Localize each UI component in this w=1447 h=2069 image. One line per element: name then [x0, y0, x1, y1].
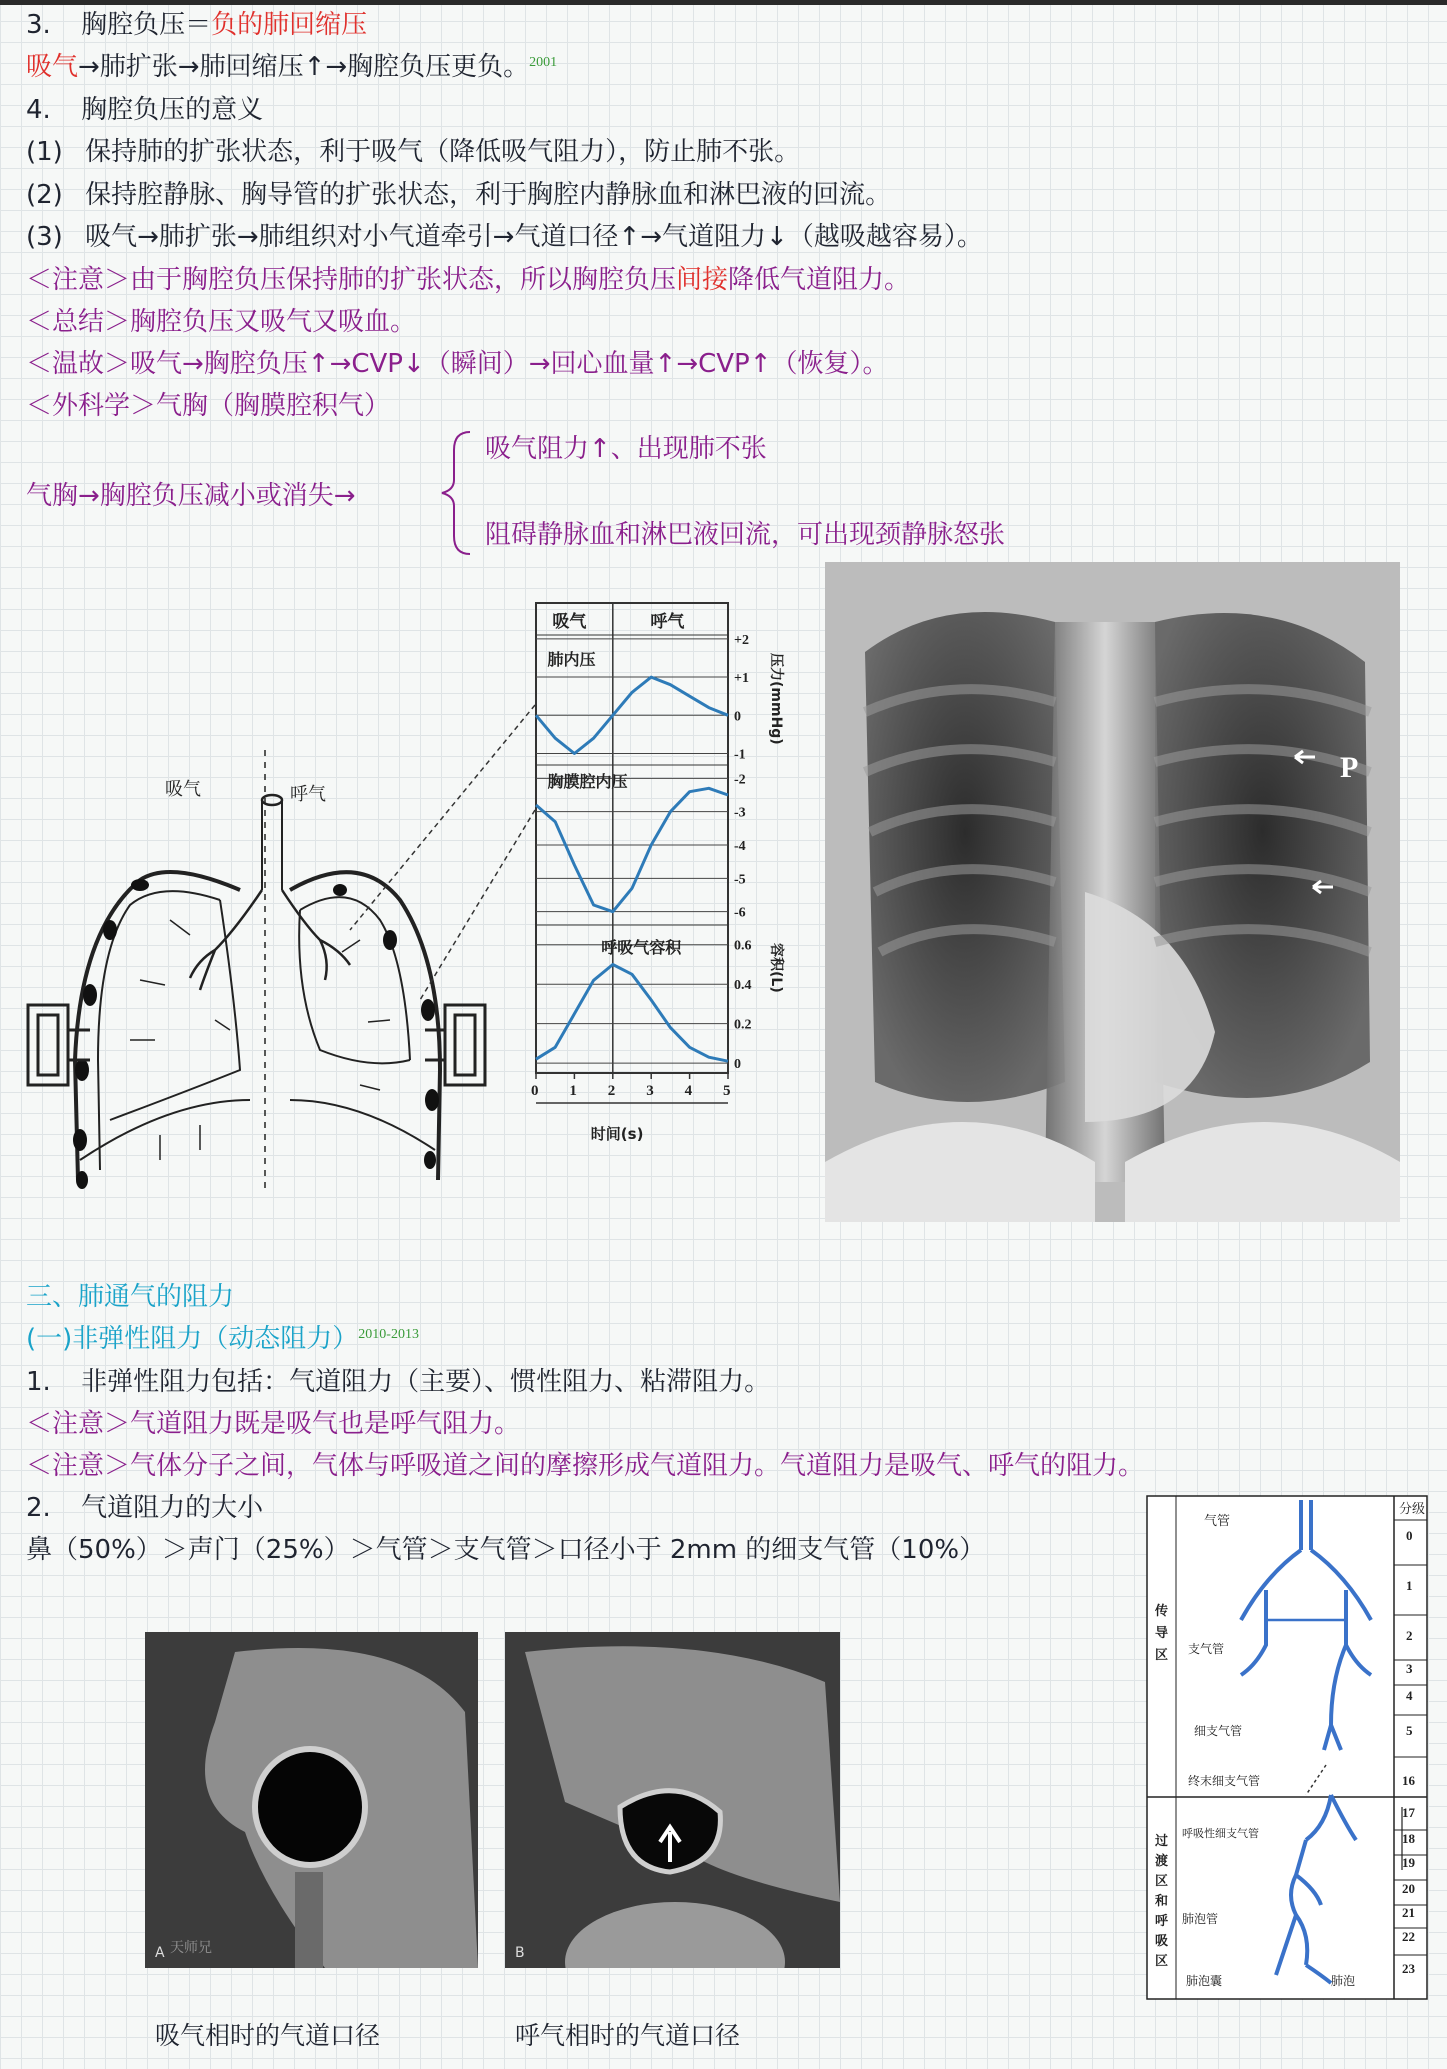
grade-header: 分级: [1399, 1502, 1426, 1517]
surgery-note: [26, 389, 390, 423]
brace-bottom-text: 阻碍静脉血和淋巴液回流，可出现颈静脉怒张: [485, 520, 1006, 550]
panel-name: 肺内压: [547, 650, 596, 669]
series-line: [536, 788, 728, 911]
grade-number: 5: [1406, 1723, 1413, 1738]
line-text: 胸腔负压的意义: [81, 95, 264, 125]
note-line-1: ＜注意＞气道阻力既是吸气也是呼气阻力。: [26, 1409, 521, 1439]
watermark: 天师兄: [170, 1940, 212, 1956]
caption-exhale: 呼气相时的气道口径: [515, 2021, 741, 2050]
y-tick-label: -5: [734, 872, 746, 888]
inhale-line: [26, 50, 557, 84]
y-tick-label: -1: [734, 747, 746, 763]
grade-number: 4: [1406, 1688, 1413, 1703]
note-indirect: [26, 263, 910, 297]
x-tick-label: 2: [607, 1083, 616, 1099]
highlight-text: 吸气: [26, 52, 79, 82]
y-tick-label: -4: [734, 839, 746, 854]
subsection-title: [26, 1322, 419, 1356]
grade-number: 2: [1406, 1628, 1413, 1643]
curly-brace: [440, 428, 480, 558]
highlight-text: 负的肺回缩压: [211, 10, 368, 40]
y-tick-label: -2: [734, 772, 746, 788]
point-1-line: [26, 1365, 770, 1399]
grade-number: 1: [1406, 1578, 1413, 1593]
line-text: ＜注意＞由于胸腔负压保持肺的扩张状态，所以胸腔负压: [26, 265, 677, 295]
grade-number: 21: [1402, 1905, 1415, 1920]
line-text: ＜外科学＞气胸（胸膜腔积气）: [26, 391, 391, 421]
line-text: 吸气→肺扩张→肺组织对小气道牵引→气道口径↑→气道阻力↓（越吸越容易）。: [85, 222, 983, 252]
note-line-2: ＜注意＞气体分子之间，气体与呼吸道之间的摩擦形成气道阻力。气道阻力是吸气、呼气的阻力。: [26, 1451, 1145, 1481]
inhale-label: 吸气: [165, 779, 201, 800]
label-terminal: 终末细支气管: [1188, 1774, 1261, 1788]
line-text: ＜总结＞胸腔负压又吸气又吸血。: [26, 307, 417, 337]
label-duct: 肺泡管: [1182, 1912, 1219, 1926]
review-note: [26, 347, 889, 381]
item-number: 4.: [26, 95, 51, 125]
chart-frame: [536, 603, 728, 1073]
x-tick-label: 3: [646, 1083, 654, 1099]
line-text: 保持肺的扩张状态，利于吸气（降低吸气阻力），防止肺不张。: [85, 137, 801, 167]
brace-top-text: 吸气阻力↑、出现肺不张: [485, 434, 767, 464]
x-tick-label: 1: [569, 1083, 577, 1099]
xray-letter: P: [1340, 751, 1359, 784]
item-number: (3): [26, 222, 63, 252]
zone-label-conducting: 区: [1155, 1648, 1169, 1663]
point-4-1: [26, 135, 800, 169]
phase-label: 吸气: [552, 612, 587, 632]
grade-number: 3: [1406, 1661, 1413, 1676]
zone-label-respiratory: 过: [1155, 1834, 1169, 1849]
y-tick-label: 0: [734, 709, 741, 725]
grade-number: 22: [1402, 1929, 1415, 1944]
point-4-3: [26, 220, 983, 254]
point-3-line: [26, 8, 367, 42]
line-text: →肺扩张→肺回缩压↑→胸腔负压更负。: [78, 52, 530, 82]
label-trachea: 气管: [1204, 1514, 1231, 1529]
zone-label-conducting: 导: [1155, 1626, 1169, 1641]
grade-number: 16: [1402, 1773, 1415, 1788]
resistance-order-line: 鼻（50%）＞声门（25%）＞气管＞支气管＞口径小于 2mm 的细支气管（10%）: [26, 1535, 986, 1565]
ct-label-a: A: [155, 1945, 165, 1961]
airway-generations-diagram: [1146, 1495, 1428, 2000]
series-line: [536, 965, 728, 1062]
line-text: 胸腔负压＝: [81, 10, 212, 40]
line-text: (一)非弹性阻力（动态阻力）: [26, 1324, 359, 1354]
y-tick-label: 0.6: [734, 938, 752, 954]
brace-left-text: 气胸→胸腔负压减小或消失→: [26, 481, 356, 511]
item-number: 1.: [26, 1367, 51, 1397]
y-tick-label: 0.4: [734, 978, 752, 994]
exam-year-ref: 2010-2013: [358, 1327, 419, 1342]
exhale-label: 呼气: [290, 784, 326, 805]
y-tick-label: +1: [734, 671, 749, 687]
x-tick-label: 4: [684, 1083, 693, 1099]
grade-number: 20: [1402, 1881, 1415, 1896]
grade-number: 17: [1402, 1805, 1415, 1820]
y-axis-label: 压力(mmHg): [768, 653, 784, 745]
zone-label-respiratory: 区: [1155, 1954, 1169, 1969]
item-number: (2): [26, 180, 63, 210]
x-tick-label: 0: [531, 1083, 539, 1099]
label-sac: 肺泡囊: [1186, 1974, 1223, 1988]
y-tick-label: 0: [734, 1057, 741, 1073]
y-tick-label: 0.2: [734, 1017, 752, 1033]
grade-number: 0: [1406, 1528, 1413, 1543]
y-tick-label: +2: [734, 632, 749, 648]
zone-label-respiratory: 渡: [1155, 1854, 1169, 1869]
point-2-line: [26, 1491, 263, 1525]
y-axis-label: 容积(L): [768, 943, 784, 993]
exam-year-ref: 2001: [529, 55, 558, 70]
pressure-volume-chart: [530, 595, 790, 1155]
line-text: 保持腔静脉、胸导管的扩张状态，利于胸腔内静脉血和淋巴液的回流。: [85, 180, 892, 210]
point-4-2: [26, 178, 891, 212]
item-number: 2.: [26, 1493, 51, 1523]
line-text: ＜温故＞吸气→胸腔负压↑→CVP↓（瞬间）→回心血量↑→CVP↑（恢复）。: [26, 349, 889, 379]
zone-label-respiratory: 和: [1155, 1894, 1169, 1909]
zone-label-respiratory: 呼: [1155, 1914, 1169, 1929]
line-text: 气道阻力的大小: [81, 1493, 264, 1523]
item-number: (1): [26, 137, 63, 167]
label-resp-bronchiole: 呼吸性细支气管: [1182, 1827, 1259, 1840]
zone-label-respiratory: 区: [1155, 1874, 1169, 1889]
point-4-line: [26, 93, 263, 127]
summary-note: [26, 305, 416, 339]
ct-inhale-image: [145, 1632, 478, 1968]
phase-label: 呼气: [650, 612, 685, 632]
panel-name: 呼吸气容积: [601, 938, 682, 957]
line-text: 非弹性阻力包括：气道阻力（主要）、惯性阻力、粘滞阻力。: [81, 1367, 771, 1397]
line-text: 降低气道阻力。: [728, 265, 911, 295]
label-bronchiole: 细支气管: [1194, 1724, 1243, 1738]
ct-exhale-image: [505, 1632, 840, 1968]
panel-name: 胸膜腔内压: [547, 772, 628, 791]
highlight-text: 间接: [676, 265, 729, 295]
zone-label-conducting: 传: [1155, 1604, 1169, 1619]
grade-number: 19: [1402, 1855, 1415, 1870]
x-tick-label: 5: [723, 1083, 731, 1099]
caption-inhale: 吸气相时的气道口径: [155, 2021, 381, 2050]
top-rule: [0, 0, 1447, 5]
ct-label-b: B: [515, 1945, 525, 1961]
label-bronchi: 支气管: [1188, 1642, 1225, 1656]
grade-number: 23: [1402, 1961, 1415, 1976]
connector-lines: [340, 700, 540, 1020]
item-number: 3.: [26, 10, 51, 40]
grade-number: 18: [1402, 1831, 1415, 1846]
x-axis-label: 时间(s): [590, 1125, 644, 1143]
chest-xray-image: [825, 562, 1400, 1222]
y-tick-label: -3: [734, 805, 746, 821]
zone-label-respiratory: 吸: [1155, 1934, 1169, 1949]
y-tick-label: -6: [734, 905, 746, 921]
label-alveoli: 肺泡: [1331, 1974, 1356, 1988]
section-title: 三、肺通气的阻力: [26, 1282, 235, 1312]
